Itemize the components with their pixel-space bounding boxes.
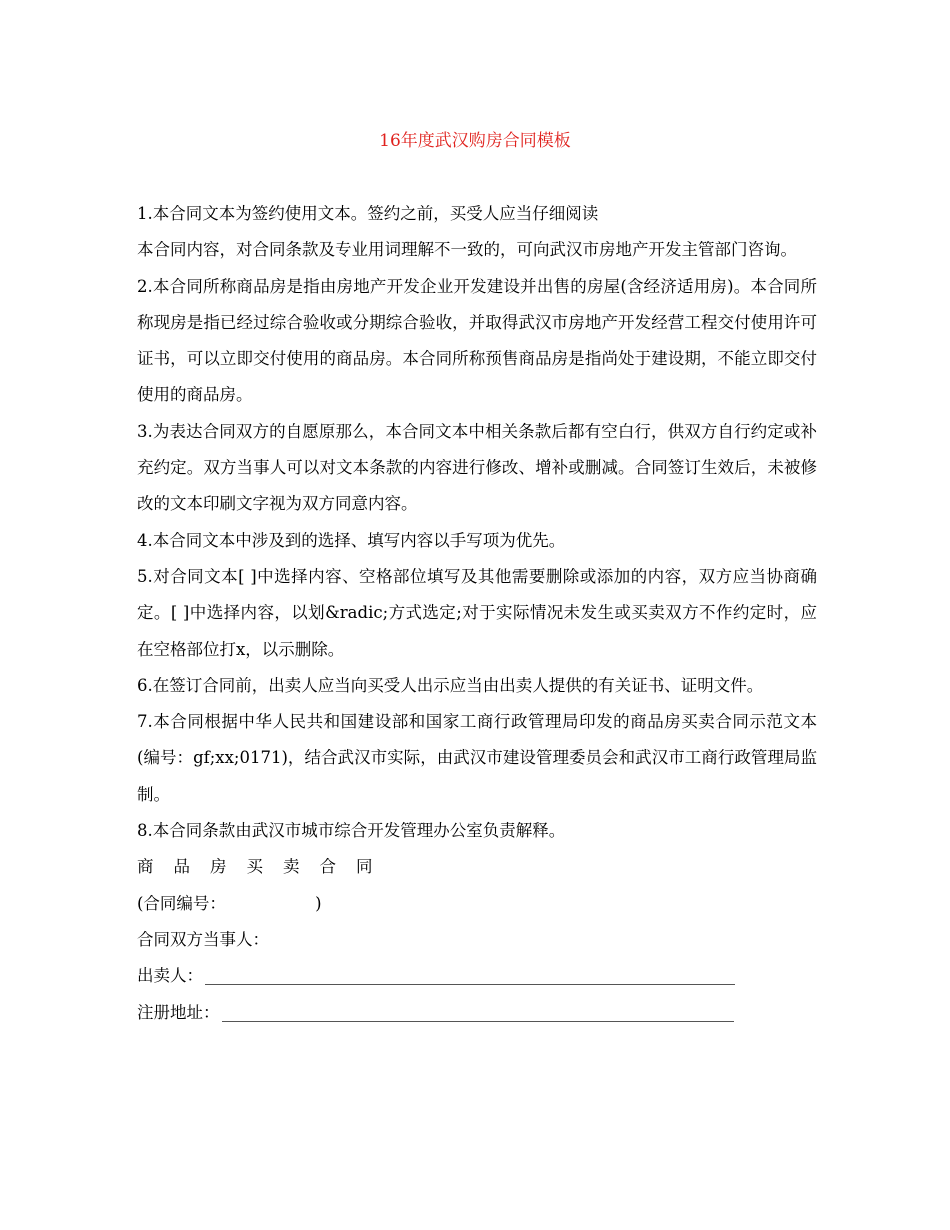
note-4: 4.本合同文本中涉及到的选择、填写内容以手写项为优先。 [137,530,566,550]
seller-blank-line[interactable] [205,983,735,985]
note-8: 8.本合同条款由武汉市城市综合开发管理办公室负责解释。 [137,821,566,841]
document-body [137,196,817,1031]
note-2: 2.本合同所称商品房是指由房地产开发企业开发建设并出售的房屋(含经济适用房)。本合同所称现房是指已经过综合验收或分期综合验收，并取得武汉市房地产开发经营工程交付使用许可证书，可以立即交付使用的商品房。本合同所称预售商品房是指尚处于建设期，不能立即交付使用的商品房。 [137,276,817,405]
note-1: 1.本合同文本为签约使用文本。签约之前，买受人应当仔细阅读 [137,204,599,223]
note-7: 7.本合同根据中华人民共和国建设部和国家工商行政管理局印发的商品房买卖合同示范文本(编号：gf;xx;0171)，结合武汉市实际，由武汉市建设管理委员会和武汉市工商行政管理局监制。 [137,712,817,804]
contract-heading: 商品房买卖合同 [137,857,393,877]
seller-field [137,958,817,994]
document-title: 16年度武汉购房合同模板 [379,131,571,151]
note-3: 3.为表达合同双方的自愿原那么，本合同文本中相关条款后都有空白行，供双方自行约定或补充约定。双方当事人可以对文本条款的内容进行修改、增补或删减。合同签订生效后，未被修改的文本印刷文字视为双方同意内容。 [137,421,817,514]
address-label: 注册地址： [137,1002,220,1022]
seller-label: 出卖人： [137,966,203,986]
address-field [137,995,817,1031]
note-5: 5.对合同文本[ ]中选择内容、空格部位填写及其他需要删除或添加的内容，双方应当协商确定。[ ]中选择内容，以划&radic;方式选定;对于实际情况未发生或买卖双方不作约定时，应在空格部位打x，以示删除。 [137,566,817,659]
parties-label: 合同双方当事人： [137,929,269,949]
note-6: 6.在签订合同前，出卖人应当向买受人出示应当由出卖人提供的有关证书、证明文件。 [137,675,764,695]
note-1-continued: 本合同内容，对合同条款及专业用词理解不一致的，可向武汉市房地产开发主管部门咨询。 [137,240,797,260]
contract-number: (合同编号： ) [137,893,322,913]
address-blank-line[interactable] [222,1020,734,1022]
